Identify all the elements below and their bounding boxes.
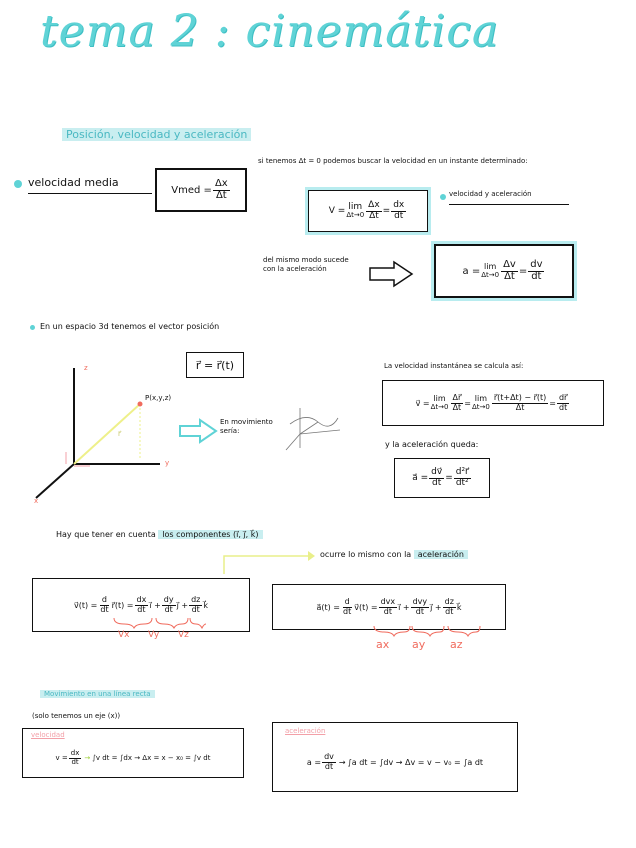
acceleration-highlight: aceleración [414,550,468,559]
formula-lhs: V = [328,206,346,216]
equals-sign: = [518,265,528,277]
average-velocity-formula-box [155,168,247,212]
unit-vector-i: i⃗ + [149,600,161,610]
formula-denominator: Δt [215,189,227,201]
vector-r-label: r⃗ [118,430,121,438]
formula-numerator: d [344,597,350,607]
unit-vector-k: k⃗ [203,600,208,610]
axis-x-label: x [34,497,39,505]
formula-numerator: Δx [368,200,380,211]
formula-numerator: dv [324,752,334,762]
equals-sign: = [549,398,556,408]
components-intro [56,530,263,539]
component-az: az [450,638,463,651]
formula-numerator: dr⃗ [558,393,568,403]
formula-numerator: d [101,595,107,605]
intro-text: En un espacio 3d tenemos el vector posición [40,322,220,331]
formula-denominator: dt [71,757,79,766]
arrow-right-icon: → [338,757,346,767]
formula-middle: r⃗(t) = [111,600,134,610]
formula-denominator: dt² [455,477,469,488]
component-braces [112,616,208,630]
formula-numerator: dy [163,595,174,605]
formula-middle: v⃗(t) = [354,602,378,612]
acceleration-box-label: aceleración [285,727,326,735]
single-axis-note: (solo tenemos un eje (x)) [32,712,121,720]
limit-label: lim [433,394,446,404]
formula-denominator: dt [432,477,442,488]
formula-denominator: dt [100,604,109,614]
unit-vector-j: j⃗ + [176,600,189,610]
formula-numerator: dvx [380,597,396,607]
movement-text: En movimiento sería: [220,418,273,436]
formula-numerator: d²r⃗ [455,467,469,478]
formula-denominator: dt [343,606,352,616]
formula-denominator: Δt [515,402,525,412]
equals-sign: = [464,398,471,408]
formula-denominator: dt [531,270,542,282]
component-vz: Vz [178,630,189,640]
section-heading-straight-line: Movimiento en una línea recta [40,690,155,698]
formula-numerator: dv⃗ [431,467,443,478]
same-mode-text: del mismo modo sucede con la aceleración [263,256,349,274]
equals-sign: = [382,206,391,216]
velocity-line-box [22,728,244,778]
axis-y-label: y [165,459,170,467]
acceleration-line-box [272,722,518,792]
page-title: tema 2 : cinemática [40,6,500,57]
formula-numerator: Δx [214,178,228,189]
formula-denominator: dt [324,761,334,771]
arrow-right-icon [368,260,414,288]
formula-numerator: dx [136,595,147,605]
formula-lhs: v = [55,754,68,762]
limit-subscript: Δt→0 [346,211,365,220]
limit-label: lim [484,262,497,272]
intro-text: Hay que tener en cuenta [56,530,156,539]
velocity-acceleration-label: velocidad y aceleración [449,190,569,205]
section-heading-position: Posición, velocidad y aceleración [62,128,251,141]
component-vx: Vx [118,630,130,640]
integral-expression: ∫a dt = ∫dv → Δv = v − v₀ = ∫a dt [347,757,484,767]
same-acceleration-text [320,550,468,559]
instant-velocity-text: La velocidad instantánea se calcula así: [384,362,524,370]
trajectory-sketch [280,404,342,454]
limit-subscript: Δt→0 [481,270,500,279]
average-velocity-label: velocidad media [28,176,152,194]
bullet-dot [30,325,35,330]
bullet-dot [14,180,22,188]
instant-velocity-vector-box [382,380,604,426]
axis-z-label: z [84,364,88,372]
position-vector-box [186,352,244,378]
point-label: P(x,y,z) [145,394,172,402]
intro-limit-text: si tenemos Δt = 0 podemos buscar la velocidad en un instante determinado: [258,157,528,165]
formula-denominator: Δt [369,210,379,221]
component-braces [372,624,482,638]
components-highlight: los componentes (i⃗, j⃗, k⃗) [158,530,262,539]
formula-denominator: dt [445,606,454,616]
component-vy: Vy [148,630,160,640]
formula-denominator: dt [559,402,568,412]
component-ax: ax [376,638,390,651]
arrow-right-icon [178,418,218,444]
formula-lhs: a = [306,757,322,767]
formula-numerator: Δv [503,259,516,270]
limit-label: lim [348,201,363,212]
formula-lhs: a = [462,265,481,277]
formula-numerator: dx [393,200,405,211]
integral-expression: ∫v dt = ∫dx → Δx = x − x₀ = ∫v dt [92,754,211,762]
unit-vector-k: k⃗ [456,602,462,612]
formula-numerator: dvy [412,597,428,607]
velocity-box-label: velocidad [31,731,65,739]
arrow-right-icon: → [84,754,91,762]
instant-velocity-formula-box [308,190,428,232]
curved-arrow-icon [220,546,316,576]
limit-subscript: Δt→0 [430,402,449,411]
instant-acceleration-formula-box [434,244,574,298]
formula-denominator: Δt [452,402,462,412]
formula-lhs: v⃗(t) = [74,600,98,610]
formula-numerator: dz [444,597,454,607]
acceleration-vector-box [394,458,490,498]
formula-denominator: dt [415,606,424,616]
formula-numerator: dz [191,595,201,605]
formula-denominator: dt [164,604,173,614]
formula-denominator: Δt [504,270,515,282]
bullet-dot [440,194,446,200]
formula-numerator: Δr⃗ [452,393,462,403]
unit-vector-i: i⃗ + [398,602,410,612]
formula-numerator: dv [530,259,543,270]
formula-numerator: r⃗(t+Δt) − r⃗(t) [493,393,547,403]
axes-diagram [28,360,188,510]
formula-lhs: v⃗ = [415,398,430,408]
formula-lhs: a⃗(t) = [316,602,340,612]
formula-denominator: dt [137,604,146,614]
formula-numerator: dx [70,749,80,758]
unit-vector-j: j⃗ + [430,602,442,612]
position-vector-formula: r⃗ = r⃗(t) [195,358,235,372]
formula-denominator: dt [394,210,404,221]
component-ay: ay [412,638,426,651]
limit-label: lim [474,394,488,404]
intro-text: ocurre lo mismo con la [320,550,412,559]
formula-lhs: Vmed = [171,184,212,196]
position-vector-intro [40,322,219,331]
formula-denominator: dt [191,604,200,614]
equals-sign: = [445,473,453,483]
limit-subscript: Δt→0 [471,402,490,411]
formula-denominator: dt [383,606,392,616]
formula-lhs: a⃗ = [412,473,429,483]
acceleration-text: y la aceleración queda: [385,440,479,449]
